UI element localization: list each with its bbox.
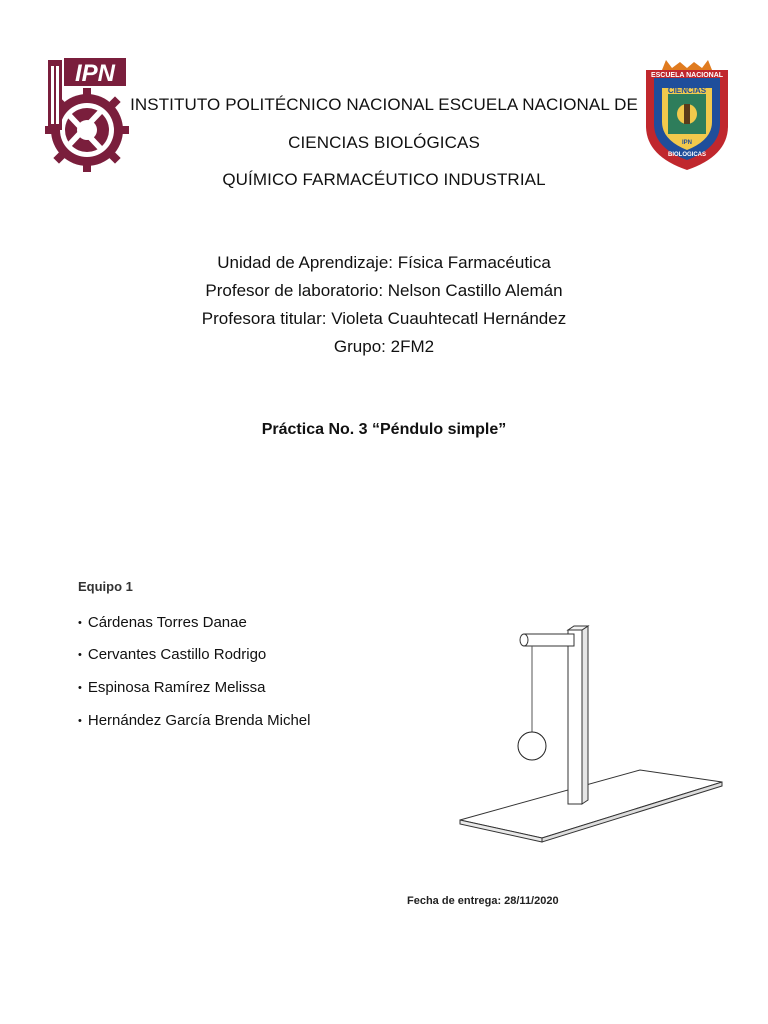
header-line-2: CIENCIAS BIOLÓGICAS — [288, 133, 480, 152]
team-member-name: Cárdenas Torres Danae — [87, 614, 247, 631]
lab-professor: Profesor de laboratorio: Nelson Castillo Alemán — [205, 281, 563, 300]
team-member — [78, 646, 266, 663]
encb-logo-top-text: ESCUELA NACIONAL — [650, 72, 724, 79]
team-member-name: Cervantes Castillo Rodrigo — [87, 646, 267, 663]
team-label: Equipo 1 — [78, 579, 133, 594]
ipn-logo-text: IPN — [74, 60, 116, 87]
delivery-date-label: Fecha de entrega: — [407, 895, 502, 907]
group: Grupo: 2FM2 — [333, 337, 435, 356]
encb-logo-middle-text: CIENCIAS — [667, 86, 707, 95]
practice-title: Práctica No. 3 “Péndulo simple” — [261, 421, 507, 438]
delivery-date-value: 28/11/2020 — [504, 895, 559, 907]
simple-pendulum-icon — [450, 620, 730, 860]
learning-unit: Unidad de Aprendizaje: Física Farmacéutica — [217, 253, 551, 272]
pendulum-illustration — [450, 620, 730, 860]
delivery-date — [407, 895, 559, 907]
header-line-3: QUÍMICO FARMACÉUTICO INDUSTRIAL — [222, 170, 546, 189]
team-member — [78, 614, 247, 631]
encb-logo-bottom-text: BIOLOGICAS — [667, 152, 707, 158]
header-line-1: INSTITUTO POLITÉCNICO NACIONAL ESCUELA NACIONAL DE — [130, 95, 638, 114]
team-member-name: Espinosa Ramírez Melissa — [87, 679, 266, 696]
team-member — [78, 679, 265, 696]
team-member — [78, 712, 310, 729]
team-member-name: Hernández García Brenda Michel — [87, 712, 311, 729]
bullet: • — [78, 682, 82, 694]
bullet: • — [78, 715, 82, 727]
bullet: • — [78, 617, 82, 629]
encb-logo-inner-text: IPN — [681, 140, 693, 146]
bullet: • — [78, 649, 82, 661]
head-professor: Profesora titular: Violeta Cuauhtecatl Hernández — [201, 309, 567, 328]
